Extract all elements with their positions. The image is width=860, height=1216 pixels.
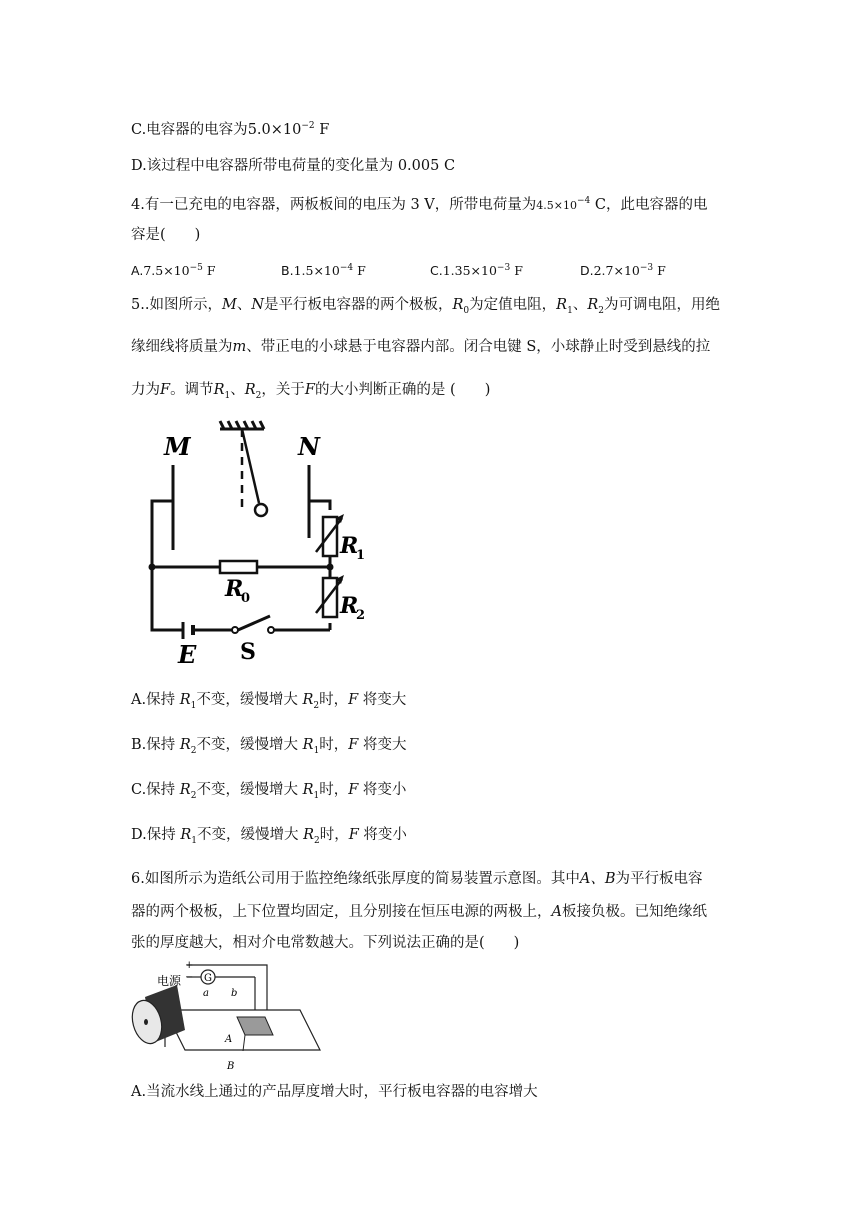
label-s: S (240, 639, 256, 665)
q5-option-c: C.保持 $R_2$不变，缓慢增大 $R_1$时，F 将变小 (131, 782, 407, 801)
q4-stem-line1: 4.有一已充电的电容器，两板板间的电压为 3 V，所带电荷量为$4.5\times 10^{-4}$ C，此电容器的电 (131, 196, 708, 213)
q5-stem-line2: 缘细线将质量为m、带正电的小球悬于电容器内部。闭合电键 S，小球静止时受到悬线的拉 (131, 339, 711, 355)
q3-option-c: C.电容器的电容为$5.0\times 10^{-2}$ F (131, 121, 330, 138)
q3-option-d: D.该过程中电容器所带电荷量的变化量为 0.005 C (131, 158, 456, 174)
svg-text:1: 1 (356, 548, 366, 563)
q4-option-b: $B.1.5\times 10^{-4}$ F (281, 263, 366, 279)
q6-stem-line1: 6.如图所示为造纸公司用于监控绝缘纸张厚度的简易装置示意图。其中A、B为平行板电容 (131, 871, 703, 887)
variable-resistor-r2 (323, 578, 337, 617)
q5-option-a: A.保持 $R_1$不变，缓慢增大 $R_2$时，F 将变大 (131, 692, 407, 711)
q4-option-c: $C.1.35\times 10^{-3}$ F (430, 263, 523, 279)
circuit-diagram (140, 415, 390, 675)
svg-text:2: 2 (356, 608, 366, 623)
svg-text:G: G (204, 973, 212, 984)
q5-stem-line1: 5..如图所示，M、N是平行板电容器的两个极板，$R_0$为定值电阻，$R_1$、$R_2$为可调电阻，用绝 (131, 297, 720, 316)
label-r0: R (225, 576, 244, 602)
q6-stem-line3: 张的厚度越大，相对介电常数越大。下列说法正确的是( ) (131, 935, 520, 951)
q6-option-a: A.当流水线上通过的产品厚度增大时，平行板电容器的电容增大 (131, 1084, 538, 1100)
suspension-thread (242, 429, 259, 503)
charged-ball (255, 504, 267, 516)
q5-option-b: B.保持 $R_2$不变，缓慢增大 $R_1$时，F 将变大 (131, 737, 407, 756)
label-r2: R (340, 593, 359, 619)
svg-text:b: b (231, 988, 238, 999)
q5-option-d: D.保持 $R_1$不变，缓慢增大 $R_2$时，F 将变小 (131, 827, 407, 846)
q4-stem-line2: 容是( ) (131, 227, 201, 243)
junction-left (149, 564, 156, 571)
label-e: E (178, 640, 197, 669)
q5-stem-line3: 力为F。调节$R_1$、$R_2$，关于F的大小判断正确的是 ( ) (131, 382, 491, 401)
variable-resistor-r1 (323, 517, 337, 556)
q4-option-d: $D.2.7\times 10^{-3}$ F (580, 263, 666, 279)
svg-text:−: − (185, 972, 194, 983)
paper-monitor-diagram (125, 955, 325, 1075)
label-plate-a: A (225, 1034, 233, 1045)
label-r1: R (340, 533, 359, 559)
svg-text:a: a (203, 988, 209, 999)
switch-blade (238, 616, 270, 630)
svg-text:+: + (185, 960, 194, 971)
label-plate-b: B (227, 1061, 235, 1072)
label-m: M (164, 432, 191, 461)
svg-text:0: 0 (241, 591, 251, 606)
resistor-r0 (220, 561, 257, 573)
label-n: N (298, 432, 320, 461)
switch-contact (268, 627, 274, 633)
junction-right (327, 564, 334, 571)
switch-pivot (232, 627, 238, 633)
power-source-label: 电源 (157, 974, 182, 988)
q6-stem-line2: 器的两个极板，上下位置均固定，且分别接在恒压电源的两极上，A板接负极。已知绝缘纸 (131, 904, 707, 920)
q4-option-a: $A.7.5\times 10^{-5}$ F (131, 263, 216, 279)
